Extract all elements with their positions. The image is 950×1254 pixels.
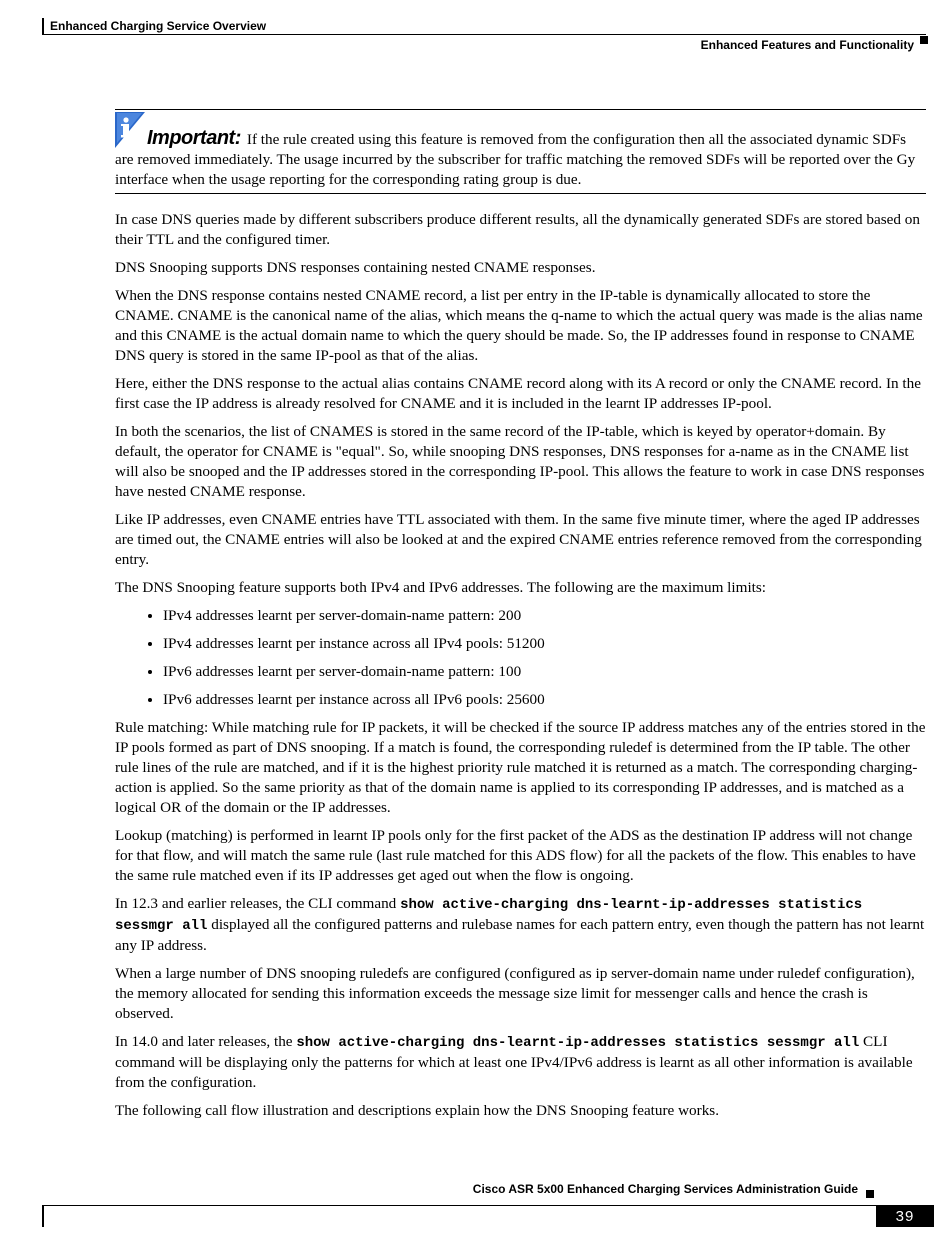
header-rule	[42, 34, 926, 35]
main-content	[115, 210, 926, 1129]
paragraph: When the DNS response contains nested CNAME record, a list per entry in the IP-table is dynamically allocated to store the CNAME. CNAME is the canonical name of the alias, which means the q-name to which the actual query was made is the alias name and this CNAME is the actual domain name to which the query should be made. So, the IP addresses found in response to CNAME DNS query is stored in the same IP-pool as that of the alias.	[115, 287, 923, 364]
header-marker	[920, 36, 928, 44]
list-item: • IPv4 addresses learnt per instance across all IPv4 pools: 51200	[163, 634, 926, 654]
list-item: • IPv6 addresses learnt per server-domain-name pattern: 100	[163, 662, 926, 682]
footer-guide-title: Cisco ASR 5x00 Enhanced Charging Services Administration Guide	[472, 1182, 858, 1196]
cli-paragraph	[115, 894, 926, 956]
info-icon	[115, 112, 145, 148]
footer-marker	[866, 1190, 874, 1198]
header-subsection-title: Enhanced Features and Functionality	[700, 38, 914, 52]
page-number: 39	[876, 1206, 934, 1227]
header-section-title: Enhanced Charging Service Overview	[42, 18, 266, 35]
paragraph: Like IP addresses, even CNAME entries have TTL associated with them. In the same five minute timer, where the aged IP addresses are timed out, the CNAME entries will also be looked at and the expired CNAME entries reference removed from the corresponding entry.	[115, 511, 922, 568]
paragraph: The DNS Snooping feature supports both IPv4 and IPv6 addresses. The following are the maximum limits:	[115, 579, 767, 596]
cli-command: show active-charging dns-learnt-ip-addresses statistics sessmgr all	[296, 1035, 860, 1051]
important-note	[115, 109, 926, 194]
paragraph: When a large number of DNS snooping ruledefs are configured (configured as ip server-domain name under ruledef configuration), the memory allocated for sending this information exceeds the message size limit for messenger calls and hence the crash is observed.	[115, 965, 915, 1022]
paragraph: Lookup (matching) is performed in learnt IP pools only for the first packet of the ADS as the destination IP address will not change for that flow, and will match the same rule (last rule matched for this ADS flow) for all the packets of the flow. This enables to have the same rule matched even if its IP addresses get aged out when the flow is ongoing.	[115, 827, 916, 884]
cli-command: show active-charging dns-learnt-ip-addresses statistics sessmgr all	[115, 897, 863, 934]
paragraph: The following call flow illustration and descriptions explain how the DNS Snooping feature works.	[115, 1102, 720, 1119]
cli-text-after: displayed all the configured patterns and rulebase names for each pattern entry, even though the pattern has not learnt any IP address.	[115, 916, 925, 954]
limits-list	[115, 606, 926, 710]
paragraph: Here, either the DNS response to the actual alias contains CNAME record along with its A record or only the CNAME record. In the first case the IP address is already resolved for CNAME and it is included in the learnt IP addresses IP-pool.	[115, 375, 921, 412]
important-text: If the rule created using this feature is removed from the configuration then all the associated dynamic SDFs are removed immediately. The usage incurred by the subscriber for traffic matching the removed SDFs will be reported over the Gy interface when the usage reporting for the corresponding rating group is due.	[115, 131, 916, 188]
cli-text-after: CLI command will be displaying only the patterns for which at least one IPv4/IPv6 address is learnt as all other information is available from the configuration.	[115, 1033, 913, 1091]
important-label: Important:	[147, 127, 241, 149]
paragraph: In both the scenarios, the list of CNAMES is stored in the same record of the IP-table, which is keyed by operator+domain. By default, the operator for CNAME is "equal". So, while snooping DNS responses, DNS responses for a-name as in the CNAME list will also be snooped and the IP addresses stored in the corresponding IP-pool. This allows the feature to work in case DNS responses have nested CNAME response.	[115, 423, 925, 500]
cli-text-before: In 12.3 and earlier releases, the CLI command	[115, 895, 401, 912]
cli-text-before: In 14.0 and later releases, the	[115, 1033, 297, 1050]
footer-rule	[42, 1205, 934, 1206]
footer-left-tick	[42, 1205, 44, 1227]
list-item: • IPv6 addresses learnt per instance across all IPv6 pools: 25600	[163, 690, 926, 710]
paragraph: In case DNS queries made by different subscribers produce different results, all the dynamically generated SDFs are stored based on their TTL and the configured timer.	[115, 211, 920, 248]
paragraph: Rule matching: While matching rule for IP packets, it will be checked if the source IP address matches any of the entries stored in the IP pools formed as part of DNS snooping. If a match is found, the corresponding ruledef is determined from the IP table. The other rule lines of the rule are matched, and if it is the highest priority rule matched it is returned as a match. The corresponding charging-action is applied. So the same priority as that of the domain name is applied to its corresponding IP addresses, and is matched as a logical OR of the domain or the IP addresses.	[115, 719, 926, 816]
list-item: • IPv4 addresses learnt per server-domain-name pattern: 200	[163, 606, 926, 626]
paragraph: DNS Snooping supports DNS responses containing nested CNAME responses.	[115, 259, 596, 276]
cli-paragraph	[115, 1032, 926, 1093]
